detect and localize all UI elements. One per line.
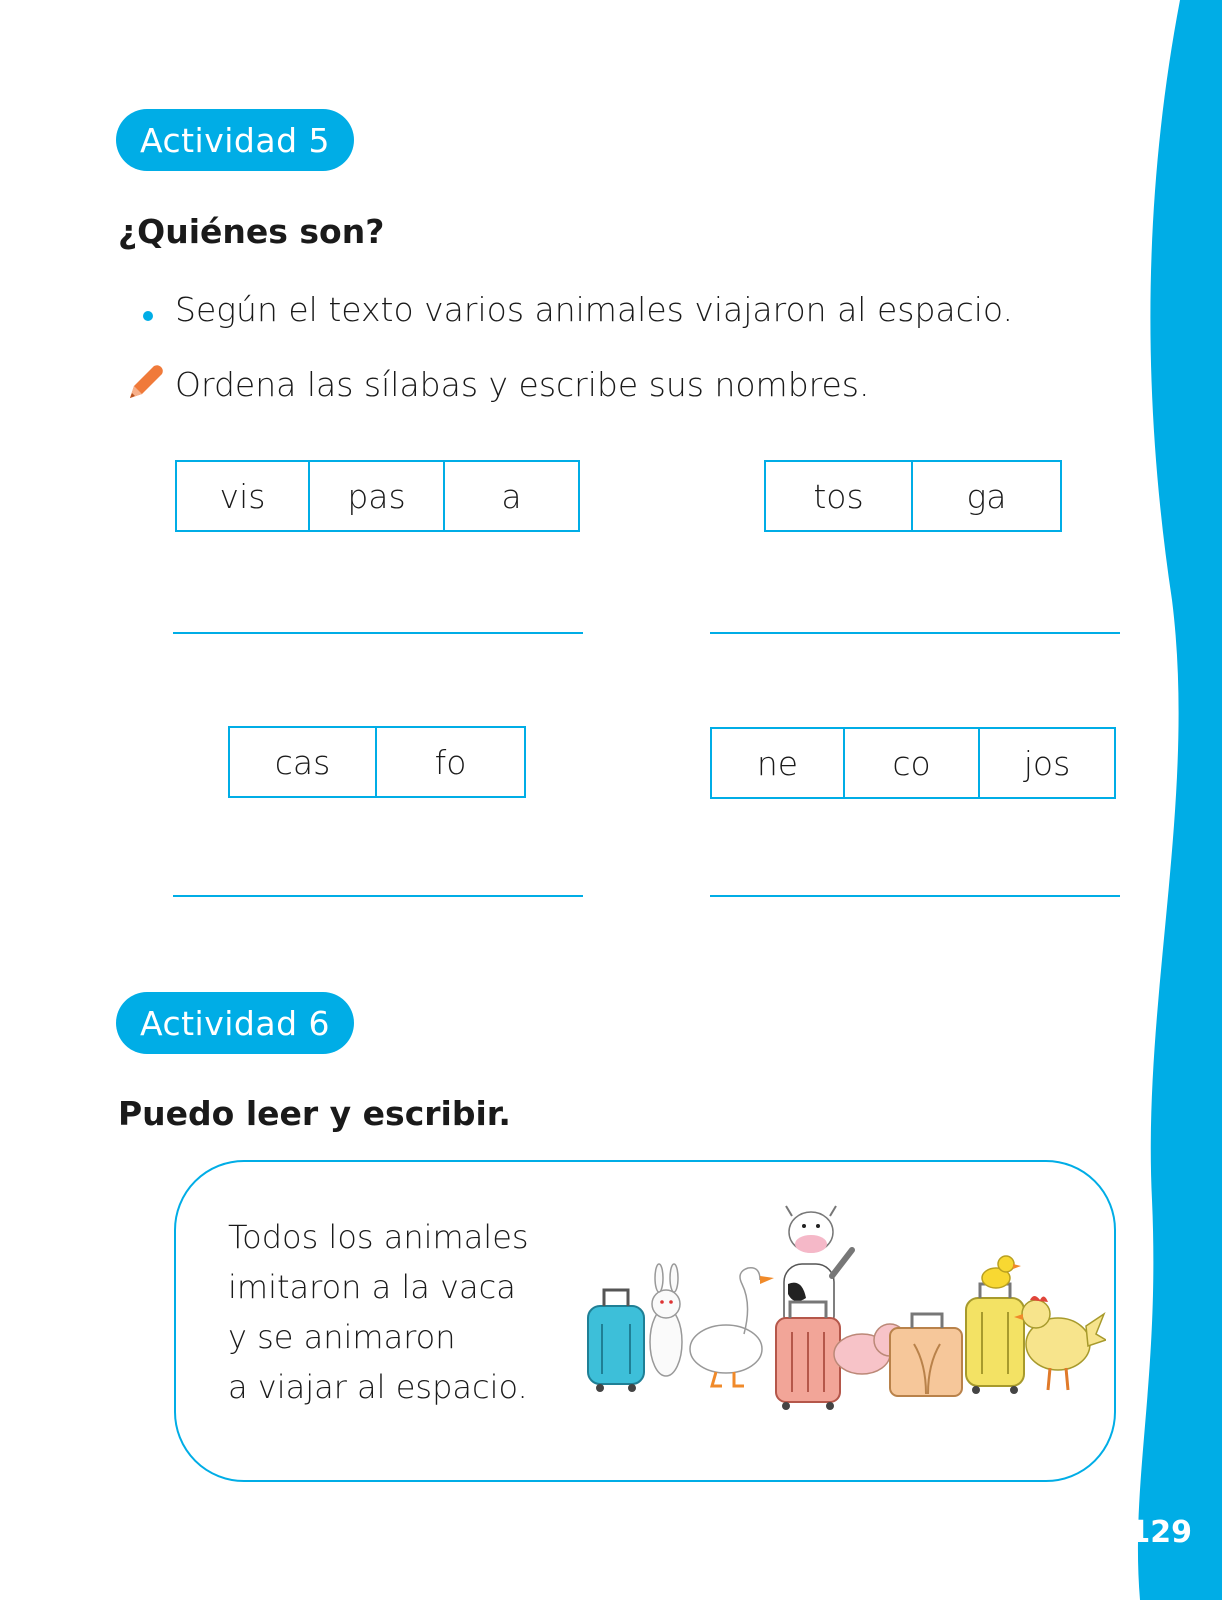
reading-text [228,1212,529,1412]
yellow-suitcase-icon [966,1284,1024,1394]
syllable-box: a [445,460,580,532]
syllable-box: pas [310,460,445,532]
blue-suitcase-icon [588,1290,644,1392]
page-number: 129 [1129,1515,1192,1550]
syllable-box: tos [764,460,913,532]
goose-icon [690,1268,774,1386]
syllable-box: vis [175,460,310,532]
activity-5-heading: ¿Quiénes son? [118,212,385,251]
bullet-dot-icon [143,311,153,321]
pink-suitcase-icon [776,1302,840,1410]
reading-line: y se animaron [228,1318,456,1356]
activity-6-heading: Puedo leer y escribir. [118,1094,511,1133]
answer-line-3[interactable] [173,895,583,897]
syllable-box: cas [228,726,377,798]
activity-5-badge: Actividad 5 [116,109,354,171]
answer-line-2[interactable] [710,632,1120,634]
syllable-box: fo [377,726,526,798]
syllable-box: ne [710,727,845,799]
answer-line-1[interactable] [173,632,583,634]
rabbit-icon [650,1264,682,1376]
activity-6-badge: Actividad 6 [116,992,354,1054]
reading-line: a viajar al espacio. [228,1368,528,1406]
answer-line-4[interactable] [710,895,1120,897]
reading-line: Todos los animales [228,1218,529,1256]
reading-panel [174,1160,1116,1482]
syllable-group-3 [228,726,526,798]
hen-icon [1014,1296,1106,1390]
syllable-group-2 [764,460,1062,532]
syllable-group-1 [175,460,580,532]
side-color-band [1122,0,1222,1600]
pencil-icon [124,362,166,404]
duckling-icon [982,1256,1021,1288]
syllable-box: co [845,727,980,799]
reading-line: imitaron a la vaca [228,1268,516,1306]
syllable-box: ga [913,460,1062,532]
bullet-text: Según el texto varios animales viajaron al espacio. [175,290,1014,329]
orange-suitcase-icon [890,1314,962,1396]
instruction-text: Ordena las sílabas y escribe sus nombres. [175,365,870,404]
syllable-group-4 [710,727,1116,799]
syllable-box: jos [980,727,1116,799]
animals-with-suitcases-illustration [566,1194,1106,1434]
